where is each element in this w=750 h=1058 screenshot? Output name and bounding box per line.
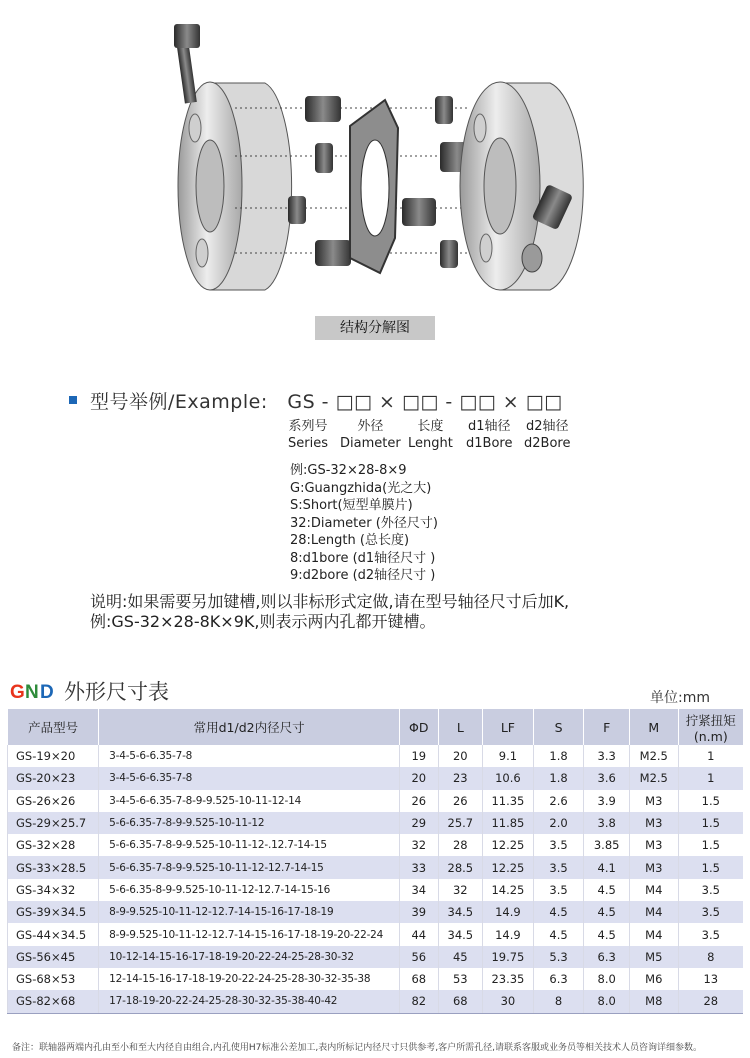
col-torque-cell: 3.5 <box>678 901 743 923</box>
col-length-header: L <box>438 709 483 745</box>
col-screw-cell: M4 <box>629 923 678 945</box>
col-f-cell: 4.5 <box>584 923 630 945</box>
col-torque-cell: 3.5 <box>678 879 743 901</box>
col-length-cell: 32 <box>438 879 483 901</box>
col-screw-cell: M4 <box>629 879 678 901</box>
col-s-cell: 1.8 <box>533 745 584 767</box>
col-lf-cell: 30 <box>483 990 534 1013</box>
col-screw-cell: M4 <box>629 901 678 923</box>
table-row <box>8 745 744 767</box>
col-s-cell: 2.6 <box>533 790 584 812</box>
brand-logo <box>10 680 62 702</box>
note-line: 32:Diameter (外径尺寸) <box>290 515 438 531</box>
col-lf-cell: 14.9 <box>483 901 534 923</box>
col-bore-sizes-cell: 17-18-19-20-22-24-25-28-30-32-35-38-40-42 <box>99 990 400 1013</box>
col-torque-header: 拧紧扭矩 (n.m) <box>678 709 743 745</box>
col-lf-cell: 19.75 <box>483 946 534 968</box>
col-outer-diameter-cell: 26 <box>400 790 438 812</box>
col-screw-cell: M3 <box>629 856 678 878</box>
keyway-explanation: 说明:如果需要另加键槽,则以非标形式定做,请在型号轴径尺寸后加K, 例:GS-32×28-8K×9K,则表示两内孔都开键槽。 <box>90 592 570 631</box>
col-torque-cell: 1 <box>678 745 743 767</box>
table-row <box>8 923 744 945</box>
bullet-icon <box>69 396 77 404</box>
col-torque-cell: 8 <box>678 946 743 968</box>
col-lf-cell: 11.35 <box>483 790 534 812</box>
col-lf-cell: 14.9 <box>483 923 534 945</box>
table-row <box>8 990 744 1013</box>
footnote: 备注：联轴器两端内孔由至小和至大内径自由组合,内孔使用H7标准公差加工,表内所标记内径尺寸只供参考,客户所需孔径,请联系客服或业务员等相关技术人员咨询详细参数。 <box>12 1043 702 1053</box>
col-s-cell: 4.5 <box>533 901 584 923</box>
drawing-caption: 结构分解图 <box>315 316 435 340</box>
col-model-cell: GS-33×28.5 <box>8 856 99 878</box>
col-bore-sizes-cell: 3-4-5-6-6.35-7-8 <box>99 745 400 767</box>
table-row <box>8 968 744 990</box>
col-s-cell: 4.5 <box>533 923 584 945</box>
col-bore-sizes-cell: 5-6-6.35-7-8-9-9.525-10-11-12-12.7-14-15 <box>99 856 400 878</box>
col-screw-header: M <box>629 709 678 745</box>
svg-text:D: D <box>40 682 54 702</box>
table-row <box>8 946 744 968</box>
table-row <box>8 879 744 901</box>
col-torque-cell: 13 <box>678 968 743 990</box>
example-heading: 型号举例/Example: <box>90 391 268 413</box>
col-outer-diameter-cell: 33 <box>400 856 438 878</box>
col-s-cell: 3.5 <box>533 856 584 878</box>
col-outer-diameter-cell: 34 <box>400 879 438 901</box>
col-lf-cell: 12.25 <box>483 834 534 856</box>
col-screw-cell: M3 <box>629 812 678 834</box>
field-d1bore: d1轴径 d1Bore <box>466 419 513 451</box>
dimension-table <box>7 709 743 1014</box>
col-f-cell: 8.0 <box>584 990 630 1013</box>
col-f-cell: 3.8 <box>584 812 630 834</box>
col-screw-cell: M5 <box>629 946 678 968</box>
col-f-cell: 3.85 <box>584 834 630 856</box>
col-length-cell: 28 <box>438 834 483 856</box>
col-f-cell: 8.0 <box>584 968 630 990</box>
table-row <box>8 834 744 856</box>
right-hub <box>460 82 583 290</box>
example-code: GS - □□ × □□ - □□ × □□ <box>287 391 563 413</box>
col-outer-diameter-cell: 44 <box>400 923 438 945</box>
col-length-cell: 20 <box>438 745 483 767</box>
col-bore-sizes-cell: 5-6-6.35-7-8-9-9.525-10-11-12 <box>99 812 400 834</box>
col-model-cell: GS-39×34.5 <box>8 901 99 923</box>
col-bore-sizes-cell: 5-6-6.35-7-8-9-9.525-10-11-12-.12.7-14-15 <box>99 834 400 856</box>
col-model-cell: GS-44×34.5 <box>8 923 99 945</box>
col-model-header: 产品型号 <box>8 709 99 745</box>
col-torque-cell: 1.5 <box>678 812 743 834</box>
col-torque-cell: 1.5 <box>678 790 743 812</box>
col-lf-header: LF <box>483 709 534 745</box>
col-torque-cell: 3.5 <box>678 923 743 945</box>
col-length-cell: 28.5 <box>438 856 483 878</box>
col-bore-sizes-header: 常用d1/d2内径尺寸 <box>99 709 400 745</box>
col-lf-cell: 14.25 <box>483 879 534 901</box>
note-line: G:Guangzhida(光之大) <box>290 480 432 496</box>
col-outer-diameter-cell: 68 <box>400 968 438 990</box>
col-s-cell: 1.8 <box>533 767 584 789</box>
field-diameter: 外径 Diameter <box>340 419 401 451</box>
col-screw-cell: M3 <box>629 834 678 856</box>
field-series: 系列号 Series <box>288 419 328 451</box>
col-model-cell: GS-82×68 <box>8 990 99 1013</box>
table-header-row <box>8 709 744 745</box>
col-torque-cell: 1.5 <box>678 834 743 856</box>
col-s-cell: 3.5 <box>533 879 584 901</box>
col-length-cell: 26 <box>438 790 483 812</box>
col-outer-diameter-cell: 19 <box>400 745 438 767</box>
col-outer-diameter-cell: 32 <box>400 834 438 856</box>
col-screw-cell: M3 <box>629 790 678 812</box>
col-lf-cell: 10.6 <box>483 767 534 789</box>
col-length-cell: 34.5 <box>438 923 483 945</box>
col-bore-sizes-cell: 8-9-9.525-10-11-12-12.7-14-15-16-17-18-19 <box>99 901 400 923</box>
col-bore-sizes-cell: 12-14-15-16-17-18-19-20-22-24-25-28-30-32-35-38 <box>99 968 400 990</box>
col-lf-cell: 9.1 <box>483 745 534 767</box>
col-outer-diameter-cell: 56 <box>400 946 438 968</box>
col-length-cell: 45 <box>438 946 483 968</box>
col-model-cell: GS-32×28 <box>8 834 99 856</box>
col-outer-diameter-cell: 39 <box>400 901 438 923</box>
col-screw-cell: M2.5 <box>629 767 678 789</box>
col-torque-cell: 28 <box>678 990 743 1013</box>
col-screw-cell: M2.5 <box>629 745 678 767</box>
col-length-cell: 25.7 <box>438 812 483 834</box>
exploded-view-drawing <box>140 8 610 308</box>
svg-text:N: N <box>25 682 39 702</box>
table-title: 外形尺寸表 <box>64 680 169 704</box>
col-bore-sizes-cell: 10-12-14-15-16-17-18-19-20-22-24-25-28-30-32 <box>99 946 400 968</box>
col-bore-sizes-cell: 3-4-5-6-6.35-7-8 <box>99 767 400 789</box>
col-screw-cell: M6 <box>629 968 678 990</box>
col-length-cell: 53 <box>438 968 483 990</box>
col-f-cell: 4.1 <box>584 856 630 878</box>
example-line <box>90 387 563 414</box>
col-torque-cell: 1 <box>678 767 743 789</box>
col-model-cell: GS-26×26 <box>8 790 99 812</box>
col-length-cell: 23 <box>438 767 483 789</box>
col-outer-diameter-cell: 29 <box>400 812 438 834</box>
col-model-cell: GS-29×25.7 <box>8 812 99 834</box>
col-s-cell: 2.0 <box>533 812 584 834</box>
col-s-cell: 3.5 <box>533 834 584 856</box>
col-outer-diameter-cell: 20 <box>400 767 438 789</box>
col-s-cell: 8 <box>533 990 584 1013</box>
col-lf-cell: 23.35 <box>483 968 534 990</box>
col-bore-sizes-cell: 8-9-9.525-10-11-12-12.7-14-15-16-17-18-19-20-22-24 <box>99 923 400 945</box>
table-row <box>8 790 744 812</box>
col-outer-diameter-cell: 82 <box>400 990 438 1013</box>
col-f-cell: 6.3 <box>584 946 630 968</box>
col-s-cell: 6.3 <box>533 968 584 990</box>
col-f-header: F <box>584 709 630 745</box>
col-bore-sizes-cell: 5-6-6.35-8-9-9.525-10-11-12-12.7-14-15-16 <box>99 879 400 901</box>
unit-label: 单位:mm <box>650 690 710 706</box>
col-bore-sizes-cell: 3-4-5-6-6.35-7-8-9-9.525-10-11-12-14 <box>99 790 400 812</box>
note-line: 8:d1bore (d1轴径尺寸 ) <box>290 550 436 566</box>
note-line: S:Short(短型单膜片) <box>290 498 413 513</box>
col-length-cell: 34.5 <box>438 901 483 923</box>
col-s-cell: 5.3 <box>533 946 584 968</box>
field-d2bore: d2轴径 d2Bore <box>524 419 571 451</box>
left-hub <box>174 24 292 290</box>
svg-text:G: G <box>10 682 25 702</box>
table-row <box>8 812 744 834</box>
col-lf-cell: 12.25 <box>483 856 534 878</box>
note-line: 9:d2bore (d2轴径尺寸 ) <box>290 568 436 583</box>
col-model-cell: GS-19×20 <box>8 745 99 767</box>
note-line: 例:GS-32×28-8×9 <box>290 463 407 478</box>
example-notes <box>290 462 438 585</box>
field-length: 长度 Lenght <box>408 419 453 451</box>
col-f-cell: 3.6 <box>584 767 630 789</box>
col-lf-cell: 11.85 <box>483 812 534 834</box>
col-torque-cell: 1.5 <box>678 856 743 878</box>
col-model-cell: GS-68×53 <box>8 968 99 990</box>
col-f-cell: 4.5 <box>584 879 630 901</box>
col-model-cell: GS-20×23 <box>8 767 99 789</box>
col-f-cell: 3.9 <box>584 790 630 812</box>
table-row <box>8 767 744 789</box>
col-screw-cell: M8 <box>629 990 678 1013</box>
table-row <box>8 901 744 923</box>
col-f-cell: 3.3 <box>584 745 630 767</box>
table-row <box>8 856 744 878</box>
col-f-cell: 4.5 <box>584 901 630 923</box>
col-outer-diameter-header: ΦD <box>400 709 438 745</box>
col-model-cell: GS-34×32 <box>8 879 99 901</box>
col-length-cell: 68 <box>438 990 483 1013</box>
note-line: 28:Length (总长度) <box>290 533 410 548</box>
col-model-cell: GS-56×45 <box>8 946 99 968</box>
col-s-header: S <box>533 709 584 745</box>
